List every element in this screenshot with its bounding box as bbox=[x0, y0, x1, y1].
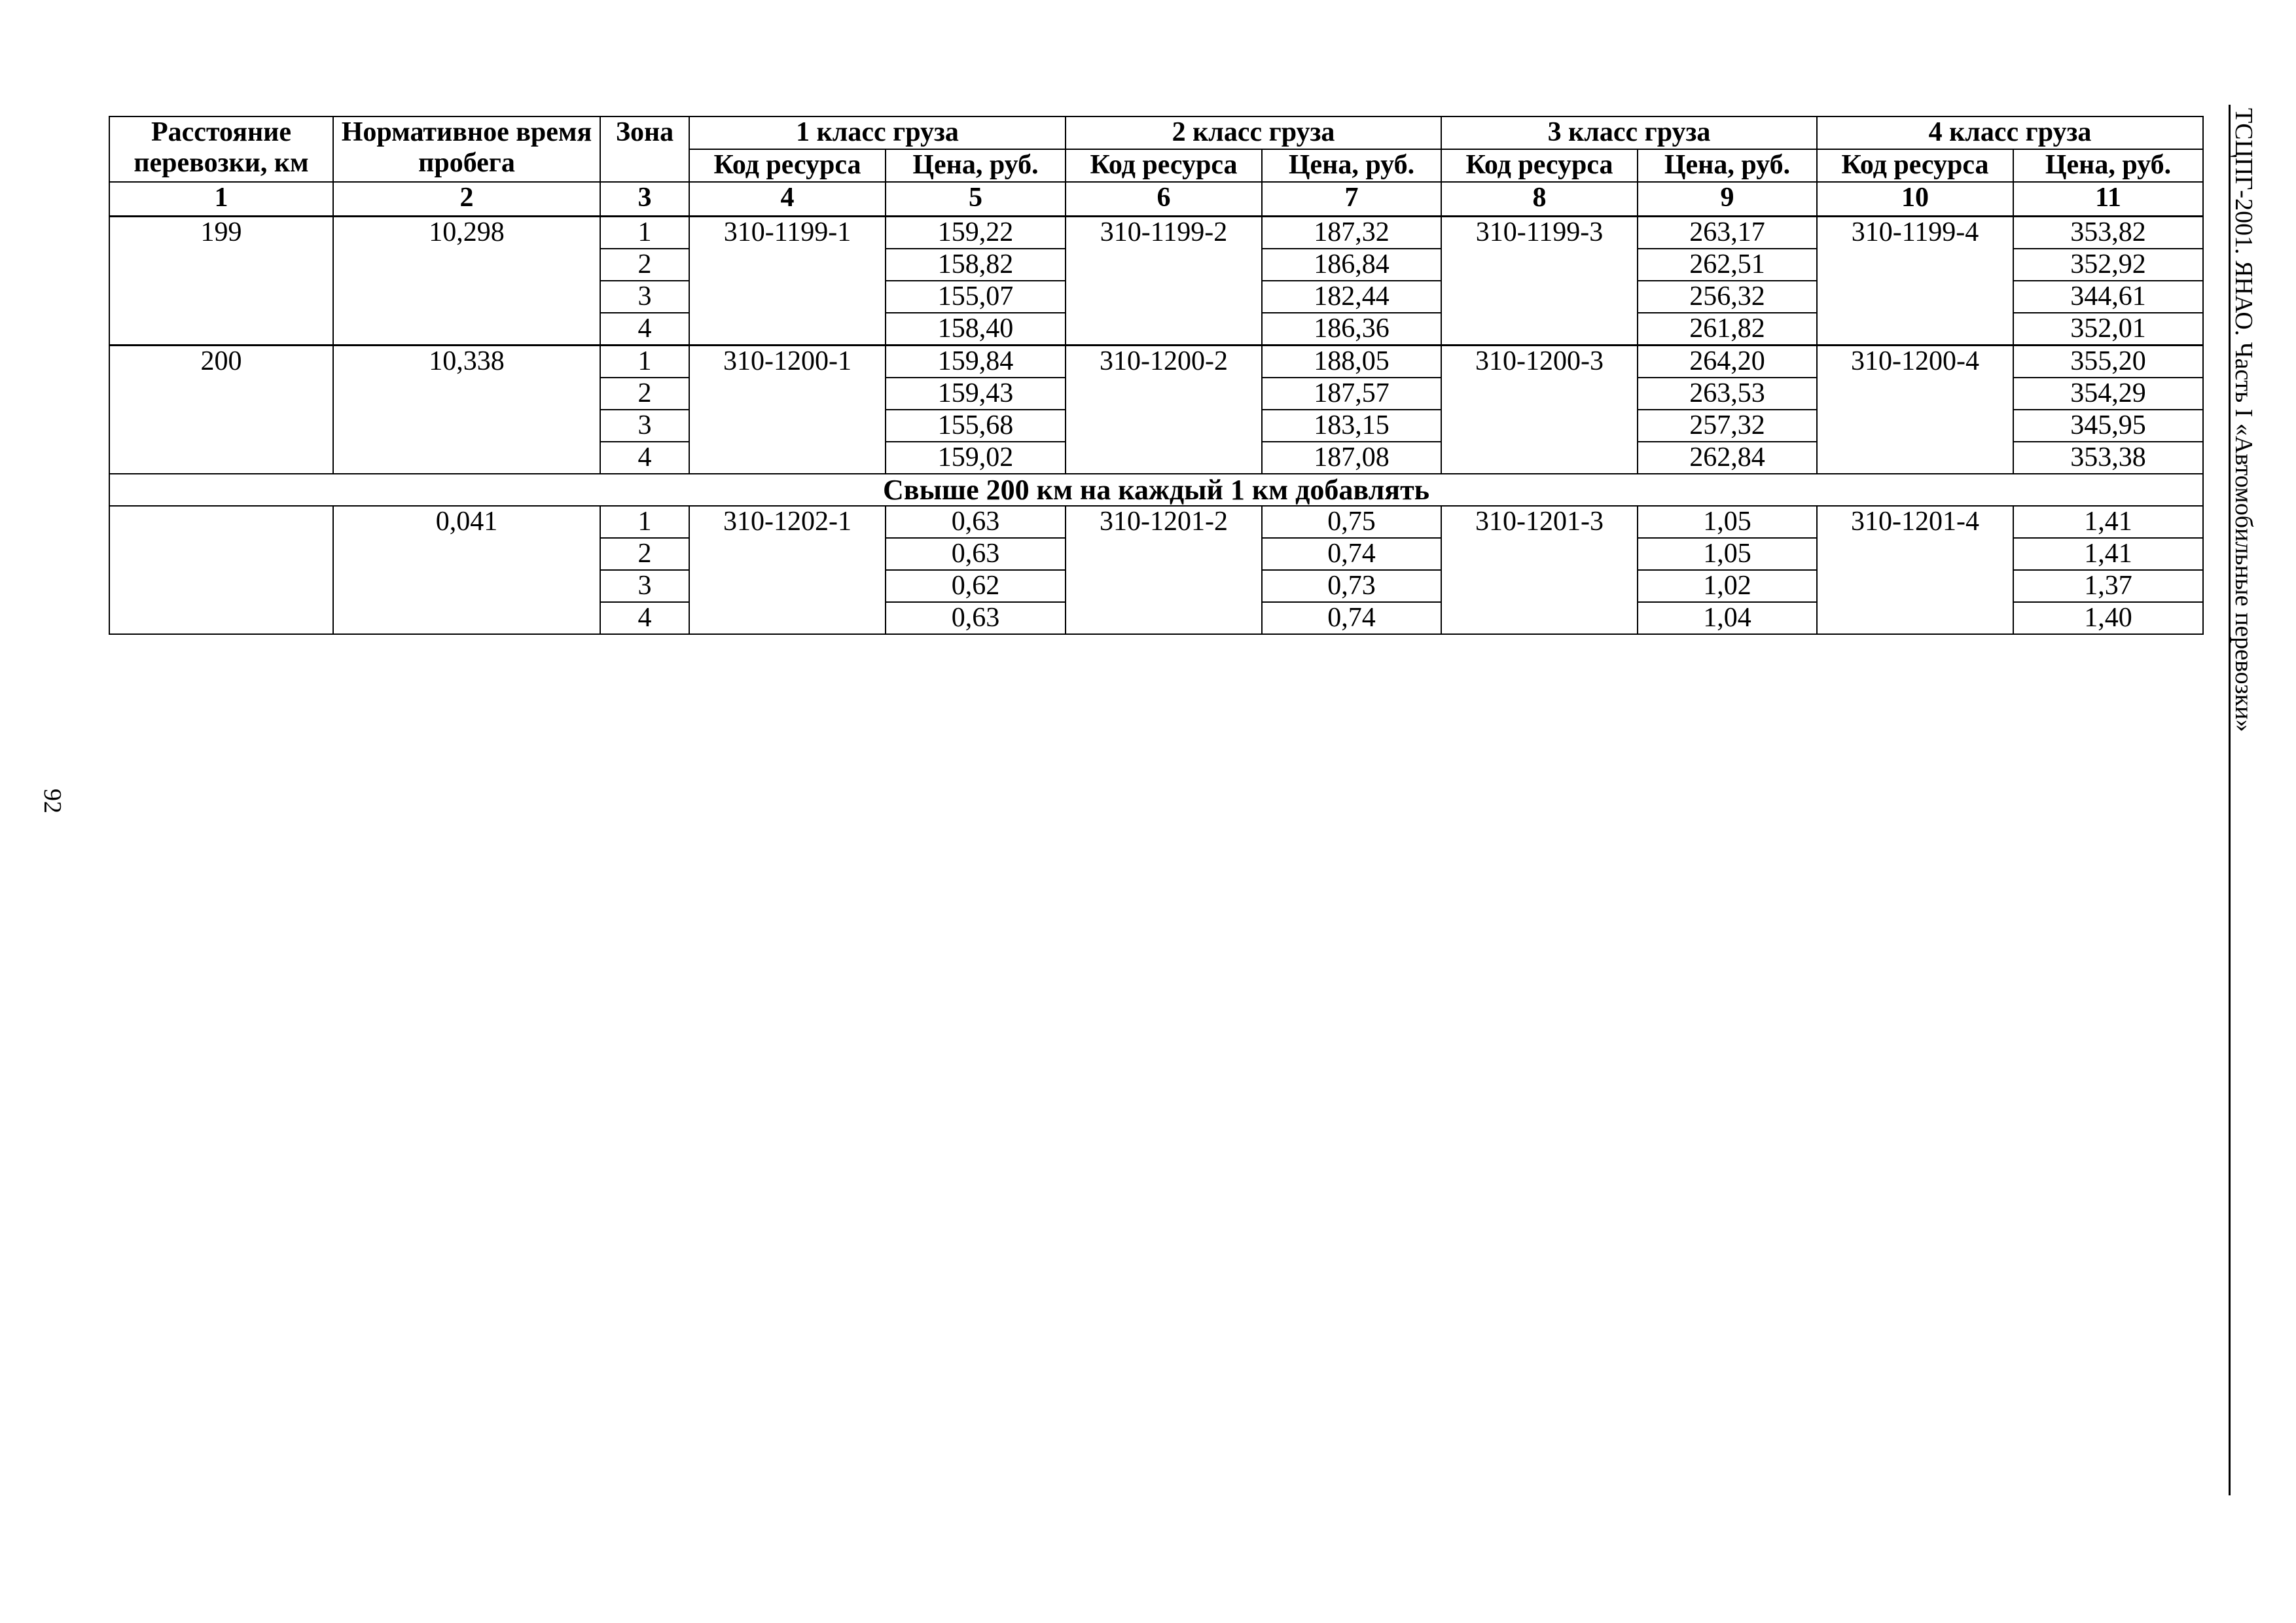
header-zone: Зона bbox=[600, 116, 689, 182]
norm-time-cell bbox=[333, 442, 600, 474]
resource-code-cell: 310-1200-4 bbox=[1817, 346, 2013, 378]
resource-code-cell bbox=[1817, 442, 2013, 474]
price-cell: 353,38 bbox=[2013, 442, 2203, 474]
resource-code-cell: 310-1200-1 bbox=[689, 346, 886, 378]
price-cell: 257,32 bbox=[1638, 410, 1817, 442]
price-cell: 188,05 bbox=[1262, 346, 1441, 378]
resource-code-cell bbox=[689, 313, 886, 346]
norm-time-cell bbox=[333, 378, 600, 410]
price-cell: 0,63 bbox=[886, 602, 1066, 634]
distance-cell bbox=[109, 602, 333, 634]
column-number: 5 bbox=[886, 182, 1066, 217]
resource-code-cell bbox=[1817, 378, 2013, 410]
price-cell: 186,36 bbox=[1262, 313, 1441, 346]
price-cell: 187,57 bbox=[1262, 378, 1441, 410]
zone-cell: 2 bbox=[600, 378, 689, 410]
resource-code-cell bbox=[1441, 442, 1638, 474]
header-class-2: 2 класс груза bbox=[1066, 116, 1441, 149]
table-row bbox=[109, 249, 2203, 281]
section-title: Свыше 200 км на каждый 1 км добавлять bbox=[109, 474, 2203, 506]
resource-code-cell: 310-1199-1 bbox=[689, 217, 886, 249]
resource-code-cell bbox=[1817, 249, 2013, 281]
zone-cell: 1 bbox=[600, 346, 689, 378]
column-number: 3 bbox=[600, 182, 689, 217]
resource-code-cell: 310-1200-3 bbox=[1441, 346, 1638, 378]
table-row bbox=[109, 506, 2203, 538]
price-cell: 263,53 bbox=[1638, 378, 1817, 410]
price-cell: 158,82 bbox=[886, 249, 1066, 281]
zone-cell: 4 bbox=[600, 313, 689, 346]
price-cell: 0,75 bbox=[1262, 506, 1441, 538]
resource-code-cell bbox=[1441, 410, 1638, 442]
running-header: ТСЦПГ-2001. ЯНАО. Часть I «Автомобильные перевозки» bbox=[2230, 108, 2257, 732]
resource-code-cell bbox=[1066, 410, 1262, 442]
column-number: 6 bbox=[1066, 182, 1262, 217]
price-cell: 0,63 bbox=[886, 538, 1066, 570]
header-code: Код ресурса bbox=[1066, 149, 1262, 182]
resource-code-cell: 310-1201-4 bbox=[1817, 506, 2013, 538]
zone-cell: 4 bbox=[600, 442, 689, 474]
distance-cell bbox=[109, 506, 333, 538]
header-distance: Расстояние перевозки, км bbox=[109, 116, 333, 182]
resource-code-cell bbox=[1817, 313, 2013, 346]
column-number: 4 bbox=[689, 182, 886, 217]
price-cell: 256,32 bbox=[1638, 281, 1817, 313]
price-cell: 186,84 bbox=[1262, 249, 1441, 281]
zone-cell: 3 bbox=[600, 281, 689, 313]
tariff-table bbox=[109, 116, 2204, 635]
column-number: 2 bbox=[333, 182, 600, 217]
column-number: 10 bbox=[1817, 182, 2013, 217]
header-price: Цена, руб. bbox=[886, 149, 1066, 182]
table-row bbox=[109, 538, 2203, 570]
table-row bbox=[109, 410, 2203, 442]
header-code: Код ресурса bbox=[689, 149, 886, 182]
price-cell: 159,02 bbox=[886, 442, 1066, 474]
resource-code-cell bbox=[1441, 378, 1638, 410]
header-price: Цена, руб. bbox=[1262, 149, 1441, 182]
resource-code-cell bbox=[689, 570, 886, 602]
column-number: 9 bbox=[1638, 182, 1817, 217]
resource-code-cell bbox=[1066, 570, 1262, 602]
zone-cell: 3 bbox=[600, 570, 689, 602]
resource-code-cell bbox=[1066, 281, 1262, 313]
column-number: 7 bbox=[1262, 182, 1441, 217]
distance-cell: 200 bbox=[109, 346, 333, 378]
resource-code-cell bbox=[689, 281, 886, 313]
norm-time-cell: 10,298 bbox=[333, 217, 600, 249]
resource-code-cell: 310-1200-2 bbox=[1066, 346, 1262, 378]
table-row bbox=[109, 281, 2203, 313]
header-class-1: 1 класс груза bbox=[689, 116, 1066, 149]
price-cell: 1,41 bbox=[2013, 538, 2203, 570]
price-cell: 353,82 bbox=[2013, 217, 2203, 249]
price-cell: 158,40 bbox=[886, 313, 1066, 346]
price-cell: 352,92 bbox=[2013, 249, 2203, 281]
price-cell: 1,05 bbox=[1638, 538, 1817, 570]
price-cell: 159,43 bbox=[886, 378, 1066, 410]
price-cell: 159,84 bbox=[886, 346, 1066, 378]
price-cell: 355,20 bbox=[2013, 346, 2203, 378]
price-cell: 0,63 bbox=[886, 506, 1066, 538]
header-price: Цена, руб. bbox=[1638, 149, 1817, 182]
price-cell: 155,68 bbox=[886, 410, 1066, 442]
resource-code-cell bbox=[1066, 442, 1262, 474]
table-row bbox=[109, 217, 2203, 249]
column-number-row bbox=[109, 182, 2203, 217]
zone-cell: 1 bbox=[600, 506, 689, 538]
column-number: 11 bbox=[2013, 182, 2203, 217]
column-number: 1 bbox=[109, 182, 333, 217]
resource-code-cell: 310-1202-1 bbox=[689, 506, 886, 538]
resource-code-cell bbox=[1066, 249, 1262, 281]
distance-cell: 199 bbox=[109, 217, 333, 249]
resource-code-cell bbox=[1441, 570, 1638, 602]
page-number: 92 bbox=[39, 789, 66, 813]
resource-code-cell: 310-1199-3 bbox=[1441, 217, 1638, 249]
norm-time-cell bbox=[333, 410, 600, 442]
price-cell: 155,07 bbox=[886, 281, 1066, 313]
resource-code-cell bbox=[1817, 538, 2013, 570]
price-cell: 187,08 bbox=[1262, 442, 1441, 474]
resource-code-cell: 310-1201-2 bbox=[1066, 506, 1262, 538]
resource-code-cell bbox=[689, 538, 886, 570]
resource-code-cell: 310-1201-3 bbox=[1441, 506, 1638, 538]
resource-code-cell bbox=[1441, 602, 1638, 634]
price-cell: 261,82 bbox=[1638, 313, 1817, 346]
resource-code-cell bbox=[1066, 538, 1262, 570]
table-row bbox=[109, 570, 2203, 602]
resource-code-cell: 310-1199-4 bbox=[1817, 217, 2013, 249]
norm-time-cell bbox=[333, 570, 600, 602]
resource-code-cell bbox=[1441, 281, 1638, 313]
header-code: Код ресурса bbox=[1441, 149, 1638, 182]
header-code: Код ресурса bbox=[1817, 149, 2013, 182]
distance-cell bbox=[109, 378, 333, 410]
norm-time-cell bbox=[333, 602, 600, 634]
norm-time-cell bbox=[333, 281, 600, 313]
resource-code-cell bbox=[689, 442, 886, 474]
distance-cell bbox=[109, 281, 333, 313]
norm-time-cell: 0,041 bbox=[333, 506, 600, 538]
resource-code-cell bbox=[1441, 538, 1638, 570]
header-norm-time: Нормативное время пробега bbox=[333, 116, 600, 182]
zone-cell: 4 bbox=[600, 602, 689, 634]
table-row bbox=[109, 378, 2203, 410]
table-row bbox=[109, 346, 2203, 378]
price-cell: 159,22 bbox=[886, 217, 1066, 249]
table-row bbox=[109, 602, 2203, 634]
norm-time-cell: 10,338 bbox=[333, 346, 600, 378]
price-cell: 1,37 bbox=[2013, 570, 2203, 602]
price-cell: 352,01 bbox=[2013, 313, 2203, 346]
header-class-4: 4 класс груза bbox=[1817, 116, 2203, 149]
header-price: Цена, руб. bbox=[2013, 149, 2203, 182]
resource-code-cell bbox=[1066, 313, 1262, 346]
price-cell: 0,74 bbox=[1262, 538, 1441, 570]
table-header bbox=[109, 116, 2203, 217]
price-cell: 1,05 bbox=[1638, 506, 1817, 538]
price-cell: 345,95 bbox=[2013, 410, 2203, 442]
table-row bbox=[109, 313, 2203, 346]
price-cell: 0,62 bbox=[886, 570, 1066, 602]
zone-cell: 2 bbox=[600, 538, 689, 570]
price-cell: 354,29 bbox=[2013, 378, 2203, 410]
header-class-3: 3 класс груза bbox=[1441, 116, 1817, 149]
distance-cell bbox=[109, 313, 333, 346]
price-cell: 182,44 bbox=[1262, 281, 1441, 313]
price-cell: 264,20 bbox=[1638, 346, 1817, 378]
zone-cell: 3 bbox=[600, 410, 689, 442]
resource-code-cell bbox=[1066, 378, 1262, 410]
table-row bbox=[109, 442, 2203, 474]
resource-code-cell bbox=[1441, 313, 1638, 346]
norm-time-cell bbox=[333, 249, 600, 281]
section-row bbox=[109, 474, 2203, 506]
resource-code-cell bbox=[689, 378, 886, 410]
zone-cell: 1 bbox=[600, 217, 689, 249]
resource-code-cell bbox=[689, 410, 886, 442]
table-body bbox=[109, 217, 2203, 635]
price-cell: 263,17 bbox=[1638, 217, 1817, 249]
distance-cell bbox=[109, 538, 333, 570]
resource-code-cell bbox=[1817, 602, 2013, 634]
price-cell: 187,32 bbox=[1262, 217, 1441, 249]
resource-code-cell bbox=[689, 602, 886, 634]
price-cell: 183,15 bbox=[1262, 410, 1441, 442]
resource-code-cell: 310-1199-2 bbox=[1066, 217, 1262, 249]
column-number: 8 bbox=[1441, 182, 1638, 217]
resource-code-cell bbox=[1817, 410, 2013, 442]
zone-cell: 2 bbox=[600, 249, 689, 281]
price-cell: 0,73 bbox=[1262, 570, 1441, 602]
price-cell: 1,04 bbox=[1638, 602, 1817, 634]
price-cell: 262,51 bbox=[1638, 249, 1817, 281]
resource-code-cell bbox=[1817, 570, 2013, 602]
price-cell: 344,61 bbox=[2013, 281, 2203, 313]
distance-cell bbox=[109, 442, 333, 474]
resource-code-cell bbox=[689, 249, 886, 281]
resource-code-cell bbox=[1441, 249, 1638, 281]
price-cell: 1,40 bbox=[2013, 602, 2203, 634]
price-cell: 1,02 bbox=[1638, 570, 1817, 602]
price-cell: 1,41 bbox=[2013, 506, 2203, 538]
price-cell: 262,84 bbox=[1638, 442, 1817, 474]
price-cell: 0,74 bbox=[1262, 602, 1441, 634]
resource-code-cell bbox=[1817, 281, 2013, 313]
distance-cell bbox=[109, 570, 333, 602]
distance-cell bbox=[109, 410, 333, 442]
norm-time-cell bbox=[333, 313, 600, 346]
norm-time-cell bbox=[333, 538, 600, 570]
resource-code-cell bbox=[1066, 602, 1262, 634]
distance-cell bbox=[109, 249, 333, 281]
